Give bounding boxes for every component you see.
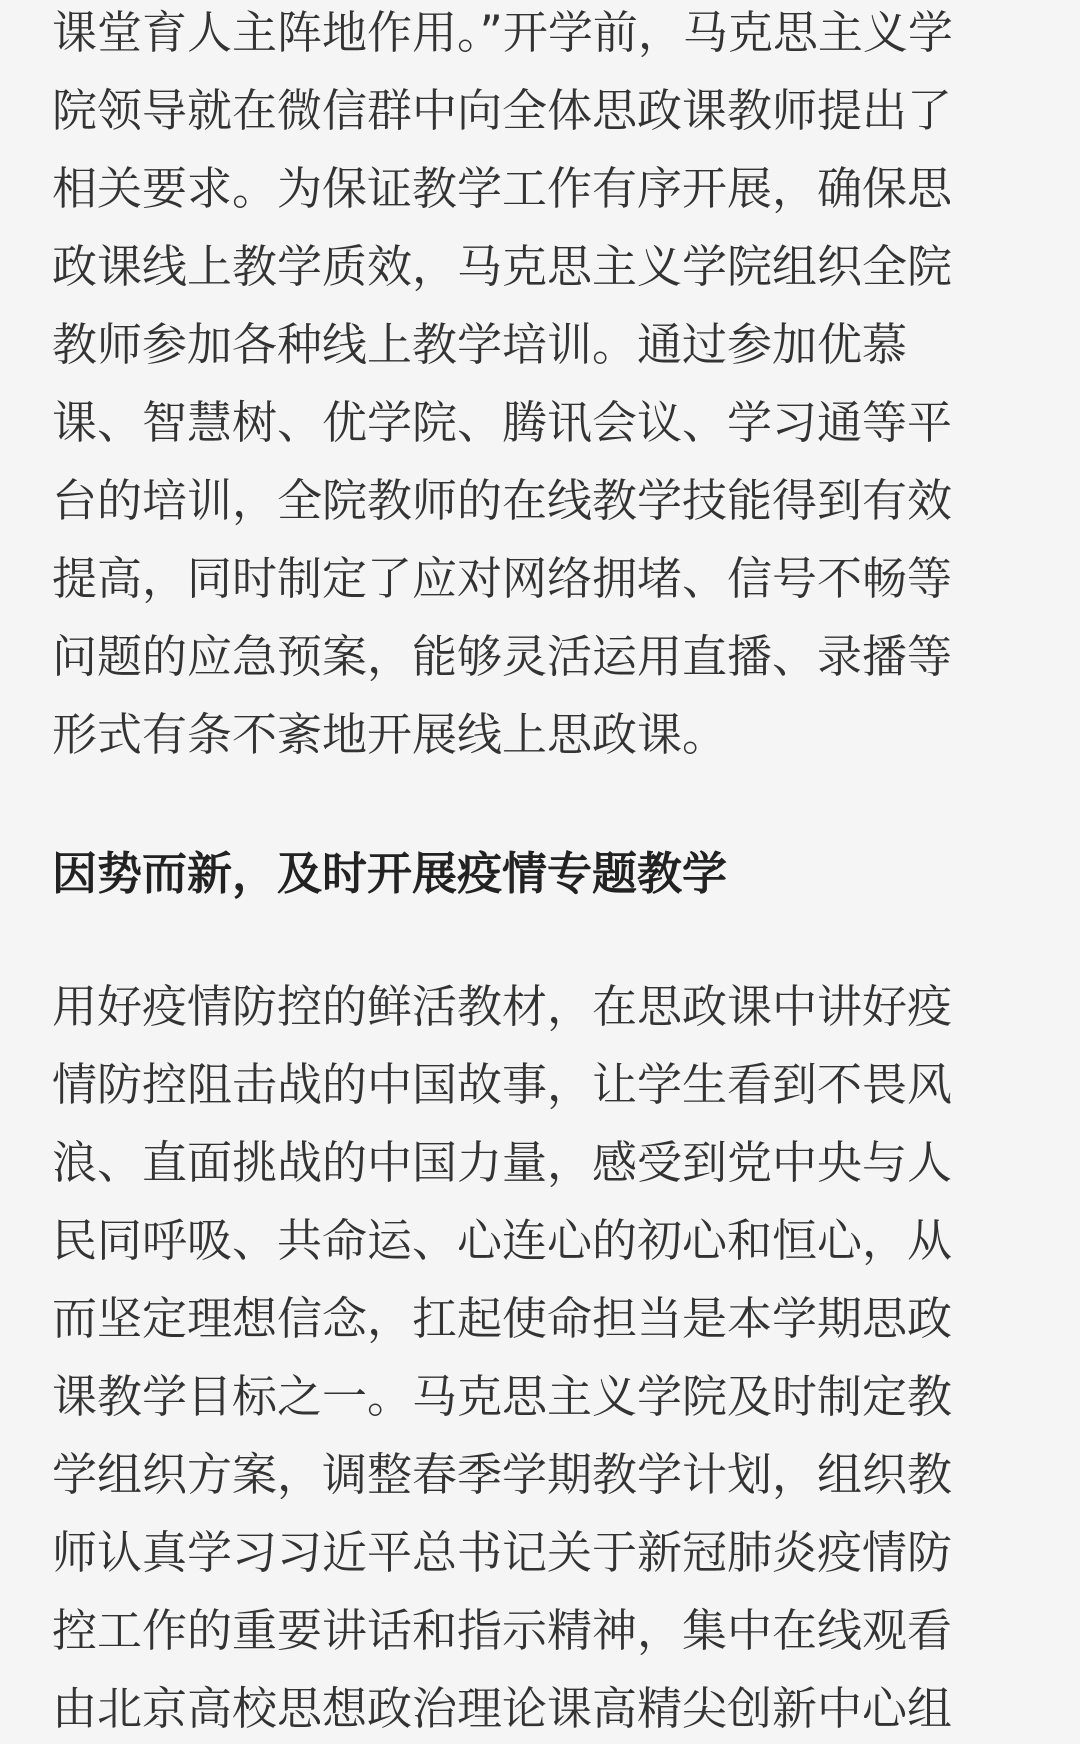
paragraph-line: 课、智慧树、优学院、腾讯会议、学习通等平 bbox=[52, 396, 953, 449]
paragraph-line: 控工作的重要讲话和指示精神，集中在线观看 bbox=[52, 1604, 953, 1657]
paragraph-line: 提高，同时制定了应对网络拥堵、信号不畅等 bbox=[52, 552, 953, 605]
article-paragraph-2 bbox=[52, 968, 1032, 1744]
paragraph-line: 民同呼吸、共命运、心连心的初心和恒心，从 bbox=[52, 1214, 953, 1267]
section-heading: 因势而新，及时开展疫情专题教学 bbox=[52, 847, 728, 900]
paragraph-line: 学组织方案，调整春季学期教学计划，组织教 bbox=[52, 1448, 953, 1501]
paragraph-line: 由北京高校思想政治理论课高精尖创新中心组 bbox=[52, 1682, 953, 1735]
paragraph-line: 形式有条不紊地开展线上思政课。 bbox=[52, 708, 728, 761]
paragraph-line: 台的培训，全院教师的在线教学技能得到有效 bbox=[52, 474, 953, 527]
paragraph-line: 课堂育人主阵地作用。”开学前，马克思主义学 bbox=[52, 6, 953, 59]
paragraph-line: 政课线上教学质效，马克思主义学院组织全院 bbox=[52, 240, 953, 293]
article-paragraph-1 bbox=[52, 0, 1032, 774]
paragraph-line: 情防控阻击战的中国故事，让学生看到不畏风 bbox=[52, 1058, 953, 1111]
paragraph-line: 教师参加各种线上教学培训。通过参加优慕 bbox=[52, 318, 908, 371]
paragraph-line: 用好疫情防控的鲜活教材，在思政课中讲好疫 bbox=[52, 980, 953, 1033]
paragraph-line: 相关要求。为保证教学工作有序开展，确保思 bbox=[52, 162, 953, 215]
paragraph-line: 而坚定理想信念，扛起使命担当是本学期思政 bbox=[52, 1292, 953, 1345]
paragraph-line: 院领导就在微信群中向全体思政课教师提出了 bbox=[52, 84, 953, 137]
paragraph-line: 问题的应急预案，能够灵活运用直播、录播等 bbox=[52, 630, 953, 683]
paragraph-line: 师认真学习习近平总书记关于新冠肺炎疫情防 bbox=[52, 1526, 953, 1579]
paragraph-line: 课教学目标之一。马克思主义学院及时制定教 bbox=[52, 1370, 953, 1423]
paragraph-line: 浪、直面挑战的中国力量，感受到党中央与人 bbox=[52, 1136, 953, 1189]
